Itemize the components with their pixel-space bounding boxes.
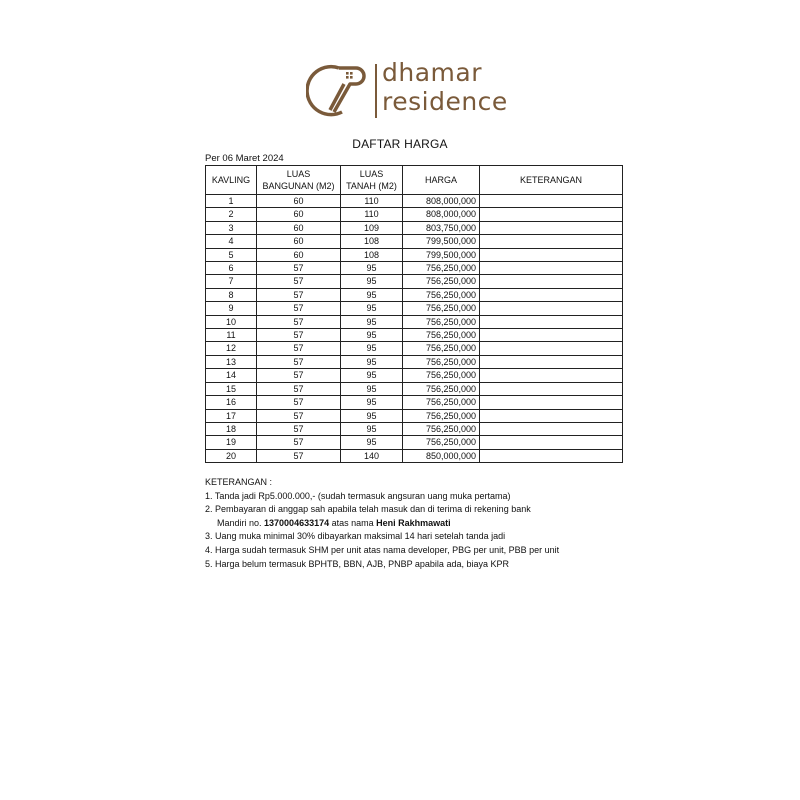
logo-emblem-icon [306,62,368,118]
cell-luas-tanah: 95 [341,422,403,435]
brand-name-line1: dhamar [382,58,482,87]
price-table [205,165,623,463]
cell-luas-tanah: 95 [341,355,403,368]
cell-luas-tanah: 110 [341,208,403,221]
brand-name-line2: residence [382,87,508,116]
cell-kavling: 3 [206,221,257,234]
header-keterangan: KETERANGAN [480,166,623,195]
cell-luas-bangunan: 57 [257,436,341,449]
brand-logo [306,60,521,122]
cell-harga: 756,250,000 [403,436,480,449]
notes-heading: KETERANGAN : [205,477,273,487]
cell-luas-bangunan: 60 [257,221,341,234]
cell-kavling: 11 [206,329,257,342]
cell-kavling: 19 [206,436,257,449]
cell-luas-bangunan: 57 [257,342,341,355]
cell-kavling: 17 [206,409,257,422]
logo-divider [375,64,377,118]
note-2-line2 [205,517,559,531]
cell-keterangan [480,422,623,435]
cell-keterangan [480,235,623,248]
cell-luas-tanah: 95 [341,302,403,315]
cell-luas-bangunan: 57 [257,396,341,409]
cell-luas-tanah: 95 [341,262,403,275]
cell-luas-tanah: 95 [341,396,403,409]
cell-kavling: 6 [206,262,257,275]
cell-kavling: 16 [206,396,257,409]
cell-luas-tanah: 110 [341,195,403,208]
cell-harga: 756,250,000 [403,302,480,315]
cell-harga: 756,250,000 [403,422,480,435]
note-2-atas-nama: atas nama [329,517,377,528]
table-row [206,342,623,355]
cell-luas-tanah: 108 [341,235,403,248]
cell-luas-bangunan: 60 [257,235,341,248]
table-row [206,422,623,435]
document-title: DAFTAR HARGA [352,137,448,151]
cell-luas-tanah: 95 [341,275,403,288]
note-2-bank: Mandiri no. [217,517,265,528]
cell-harga: 756,250,000 [403,288,480,301]
note-3: 3. Uang muka minimal 30% dibayarkan maksimal 14 hari setelah tanda jadi [205,531,506,542]
cell-harga: 808,000,000 [403,195,480,208]
header-kavling: KAVLING [206,166,257,195]
cell-kavling: 18 [206,422,257,435]
cell-harga: 756,250,000 [403,262,480,275]
cell-luas-bangunan: 57 [257,369,341,382]
cell-harga: 756,250,000 [403,396,480,409]
table-row [206,195,623,208]
cell-luas-tanah: 95 [341,288,403,301]
table-row [206,355,623,368]
cell-luas-tanah: 95 [341,342,403,355]
cell-luas-tanah: 95 [341,369,403,382]
cell-keterangan [480,449,623,462]
cell-kavling: 5 [206,248,257,261]
brand-name [382,58,508,116]
cell-keterangan [480,275,623,288]
table-row [206,396,623,409]
table-row [206,221,623,234]
header-harga: HARGA [403,166,480,195]
table-row [206,436,623,449]
cell-harga: 756,250,000 [403,329,480,342]
cell-keterangan [480,342,623,355]
cell-harga: 799,500,000 [403,235,480,248]
table-row [206,235,623,248]
cell-luas-bangunan: 57 [257,409,341,422]
cell-harga: 808,000,000 [403,208,480,221]
table-row [206,275,623,288]
cell-luas-bangunan: 57 [257,302,341,315]
cell-kavling: 2 [206,208,257,221]
document-date: Per 06 Maret 2024 [205,153,284,164]
table-row [206,409,623,422]
cell-luas-tanah: 95 [341,315,403,328]
cell-luas-tanah: 140 [341,449,403,462]
cell-kavling: 7 [206,275,257,288]
cell-luas-bangunan: 57 [257,262,341,275]
cell-keterangan [480,409,623,422]
cell-luas-bangunan: 60 [257,208,341,221]
cell-luas-tanah: 95 [341,329,403,342]
cell-kavling: 15 [206,382,257,395]
cell-luas-tanah: 95 [341,409,403,422]
note-2-account-number: 1370004633174 [264,517,330,528]
cell-luas-bangunan: 57 [257,422,341,435]
cell-keterangan [480,195,623,208]
cell-harga: 799,500,000 [403,248,480,261]
cell-kavling: 13 [206,355,257,368]
cell-luas-bangunan: 57 [257,382,341,395]
cell-keterangan [480,315,623,328]
cell-harga: 756,250,000 [403,342,480,355]
table-row [206,302,623,315]
cell-keterangan [480,208,623,221]
cell-kavling: 4 [206,235,257,248]
cell-harga: 756,250,000 [403,369,480,382]
table-row [206,208,623,221]
table-header-row [206,166,623,195]
cell-harga: 850,000,000 [403,449,480,462]
header-luas-bangunan: LUAS BANGUNAN (M2) [257,166,341,195]
table-row [206,288,623,301]
cell-luas-bangunan: 57 [257,355,341,368]
cell-harga: 756,250,000 [403,315,480,328]
cell-luas-tanah: 109 [341,221,403,234]
cell-keterangan [480,248,623,261]
cell-kavling: 8 [206,288,257,301]
cell-kavling: 9 [206,302,257,315]
cell-harga: 803,750,000 [403,221,480,234]
cell-kavling: 1 [206,195,257,208]
cell-keterangan [480,302,623,315]
cell-kavling: 12 [206,342,257,355]
table-row [206,262,623,275]
cell-luas-bangunan: 57 [257,275,341,288]
note-1: 1. Tanda jadi Rp5.000.000,- (sudah termasuk angsuran uang muka pertama) [205,490,511,501]
cell-harga: 756,250,000 [403,355,480,368]
cell-luas-bangunan: 60 [257,248,341,261]
table-row [206,329,623,342]
cell-keterangan [480,262,623,275]
table-row [206,315,623,328]
note-4: 4. Harga sudah termasuk SHM per unit atas nama developer, PBG per unit, PBB per unit [205,544,560,555]
cell-keterangan [480,329,623,342]
cell-keterangan [480,221,623,234]
cell-harga: 756,250,000 [403,275,480,288]
cell-keterangan [480,355,623,368]
cell-luas-tanah: 108 [341,248,403,261]
table-row [206,449,623,462]
note-2-line1: 2. Pembayaran di anggap sah apabila telah masuk dan di terima di rekening bank [205,504,531,515]
cell-keterangan [480,436,623,449]
cell-harga: 756,250,000 [403,382,480,395]
cell-keterangan [480,369,623,382]
table-row [206,369,623,382]
cell-luas-bangunan: 57 [257,449,341,462]
cell-luas-bangunan: 57 [257,288,341,301]
notes-section [205,476,559,571]
header-luas-tanah: LUAS TANAH (M2) [341,166,403,195]
cell-luas-bangunan: 57 [257,329,341,342]
cell-kavling: 20 [206,449,257,462]
table-row [206,382,623,395]
price-table-body [206,195,623,463]
cell-keterangan [480,396,623,409]
note-2-account-name: Heni Rakhmawati [376,517,451,528]
cell-keterangan [480,382,623,395]
cell-kavling: 14 [206,369,257,382]
cell-kavling: 10 [206,315,257,328]
cell-luas-tanah: 95 [341,382,403,395]
cell-luas-bangunan: 60 [257,195,341,208]
cell-luas-tanah: 95 [341,436,403,449]
table-row [206,248,623,261]
note-5: 5. Harga belum termasuk BPHTB, BBN, AJB, PNBP apabila ada, biaya KPR [205,558,509,569]
cell-luas-bangunan: 57 [257,315,341,328]
cell-harga: 756,250,000 [403,409,480,422]
cell-keterangan [480,288,623,301]
